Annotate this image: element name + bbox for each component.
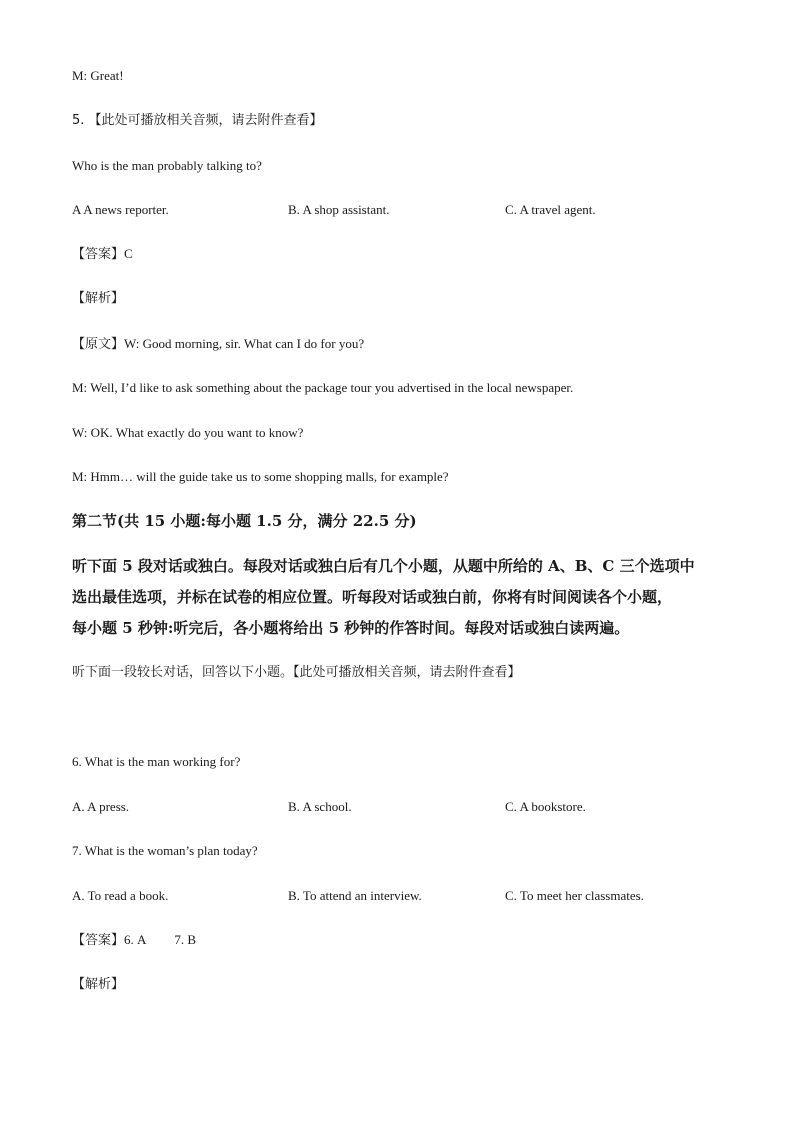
dialog-line: M: Great!	[72, 68, 124, 83]
answer-value: C	[124, 246, 133, 261]
answer-7: 7. B	[174, 932, 197, 947]
q67-analysis-tag: 【解析】	[72, 977, 125, 992]
answer-tag: 【答案】	[72, 933, 125, 948]
dialog-line: M: Hmm… will the guide take us to some shopping malls, for example?	[72, 469, 449, 484]
q5-option-b: B. A shop assistant.	[288, 202, 390, 217]
instructions-line: 每小题 5 秒钟:听完后，各小题将给出 5 秒钟的作答时间。每段对话或独白读两遍。	[72, 619, 630, 637]
q7-option-b: B. To attend an interview.	[288, 888, 422, 903]
q6-option-b: B. A school.	[288, 799, 352, 814]
q67-answer-line	[72, 931, 196, 950]
question-5-text: Who is the man probably talking to?	[72, 158, 262, 173]
question-6-text: 6. What is the man working for?	[72, 754, 241, 769]
q6-option-a: A. A press.	[72, 799, 130, 814]
instructions-line: 选出最佳选项，并标在试卷的相应位置。听每段对话或独白前，你将有时间阅读各个小题，	[72, 588, 673, 606]
q7-option-a: A. To read a book.	[72, 888, 169, 903]
answer-6: 6. A	[124, 932, 147, 947]
listen-intro: 听下面一段较长对话，回答以下小题。【此处可播放相关音频，请去附件查看】	[72, 665, 521, 680]
q5-answer-line	[72, 245, 133, 264]
q5-analysis-tag: 【解析】	[72, 291, 125, 306]
original-tag: 【原文】	[72, 337, 125, 352]
question-7-text: 7. What is the woman’s plan today?	[72, 843, 258, 858]
q5-option-a: A A news reporter.	[72, 202, 169, 217]
original-first-line: W: Good morning, sir. What can I do for you?	[124, 336, 365, 351]
dialog-line: M: Well, I’d like to ask something about the package tour you advertised in the local newspaper.	[72, 380, 574, 395]
q7-option-c: C. To meet her classmates.	[505, 888, 644, 903]
answer-tag: 【答案】	[72, 247, 125, 262]
q5-option-c: C. A travel agent.	[505, 202, 596, 217]
q5-original-line	[72, 335, 364, 354]
dialog-line: W: OK. What exactly do you want to know?	[72, 425, 304, 440]
instructions-line: 听下面 5 段对话或独白。每段对话或独白后有几个小题，从题中所给的 A、B、C 三个选项中	[72, 557, 695, 575]
question-5-header: 5. 【此处可播放相关音频，请去附件查看】	[72, 113, 323, 128]
section-title: 第二节(共 15 小题:每小题 1.5 分，满分 22.5 分)	[72, 512, 417, 530]
q6-option-c: C. A bookstore.	[505, 799, 586, 814]
